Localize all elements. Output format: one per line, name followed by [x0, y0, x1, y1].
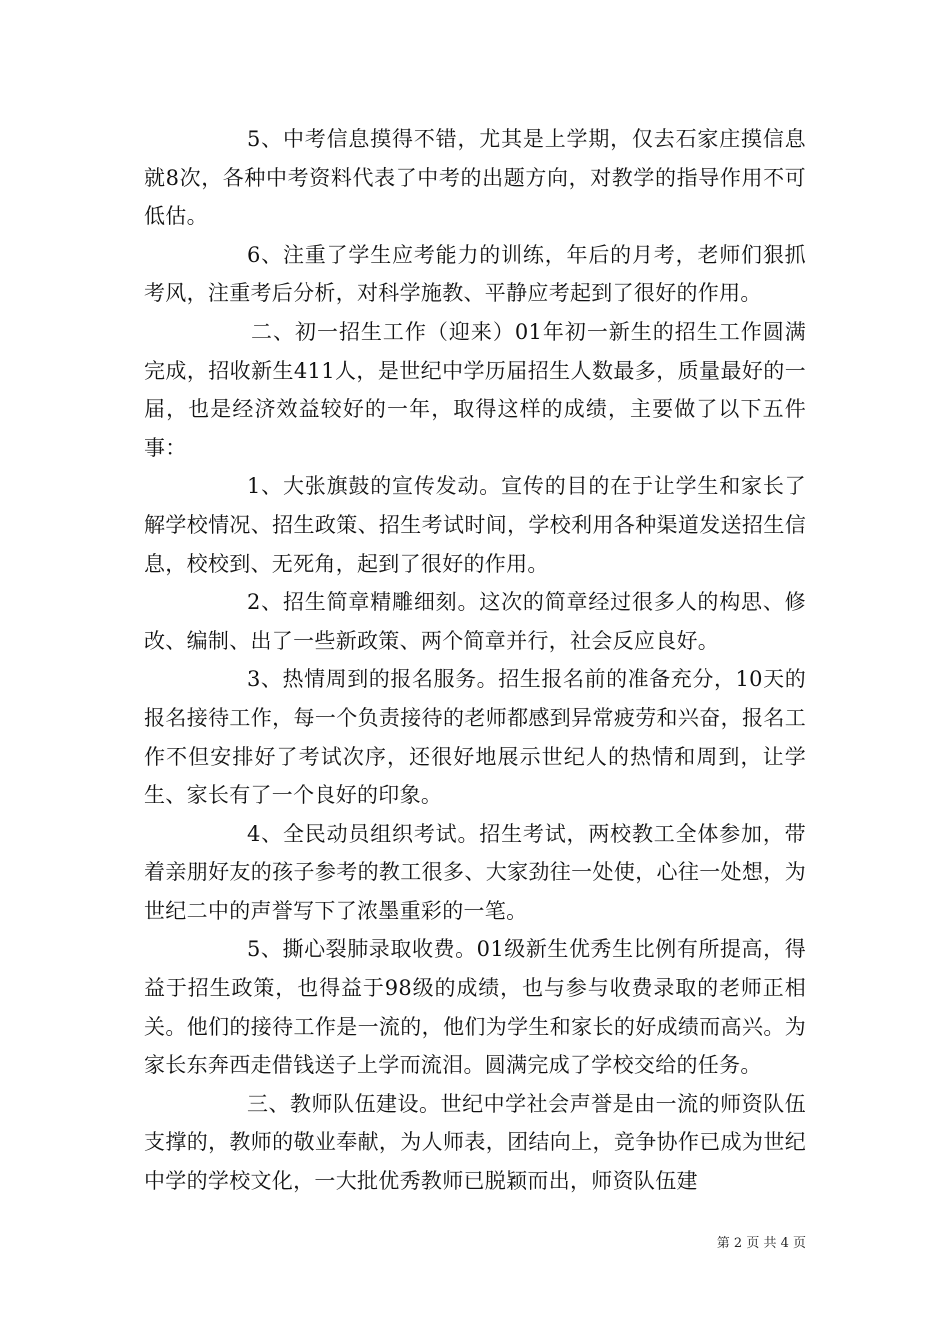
- paragraph-publicity: 1、大张旗鼓的宣传发动。宣传的目的在于让学生和家长了解学校情况、招生政策、招生考试时间，学校利用各种渠道发送招生信息，校校到、无死角，起到了很好的作用。: [144, 474, 806, 576]
- paragraph-brochure: 2、招生简章精雕细刻。这次的简章经过很多人的构思、修改、编制、出了一些新政策、两个简章并行，社会反应良好。: [144, 590, 806, 653]
- paragraph-exam-info: 5、中考信息摸得不错，尤其是上学期，仅去石家庄摸信息就8次，各种中考资料代表了中考的出题方向，对教学的指导作用不可低估。: [144, 127, 806, 229]
- paragraph-exam-organization: 4、全民动员组织考试。招生考试，两校教工全体参加，带着亲朋好友的孩子参考的教工很多、大家劲往一处使，心往一处想，为世纪二中的声誉写下了浓墨重彩的一笔。: [144, 821, 806, 923]
- paragraph-registration-service: 3、热情周到的报名服务。招生报名前的准备充分，10天的报名接待工作，每一个负责接待的老师都感到异常疲劳和兴奋，报名工作不但安排好了考试次序，还很好地展示世纪人的热情和周到，让学生、家长有了一个良好的印象。: [144, 667, 806, 808]
- paragraph-enrollment-heading: 二、初一招生工作（迎来）01年初一新生的招生工作圆满完成，招收新生411人，是世纪中学历届招生人数最多，质量最好的一届，也是经济效益较好的一年，取得这样的成绩，主要做了以下五件事：: [144, 319, 806, 460]
- paragraph-teacher-team: 三、教师队伍建设。世纪中学社会声誉是由一流的师资队伍支撑的，教师的敬业奉献，为人师表，团结向上，竞争协作已成为世纪中学的学校文化，一大批优秀教师已脱颖而出，师资队伍建: [144, 1091, 806, 1194]
- document-body: [144, 120, 806, 1201]
- paragraph-exam-training: 6、注重了学生应考能力的训练，年后的月考，老师们狠抓考风，注重考后分析，对科学施教、平静应考起到了很好的作用。: [144, 242, 806, 306]
- page-number-footer: 第 2 页 共 4 页: [716, 1236, 806, 1251]
- paragraph-admission-fees: 5、撕心裂肺录取收费。01级新生优秀生比例有所提高，得益于招生政策，也得益于98级的成绩，也与参与收费录取的老师正相关。他们的接待工作是一流的，他们为学生和家长的好成绩而高兴。为家长东奔西走借钱送子上学而流泪。圆满完成了学校交给的任务。: [144, 937, 806, 1078]
